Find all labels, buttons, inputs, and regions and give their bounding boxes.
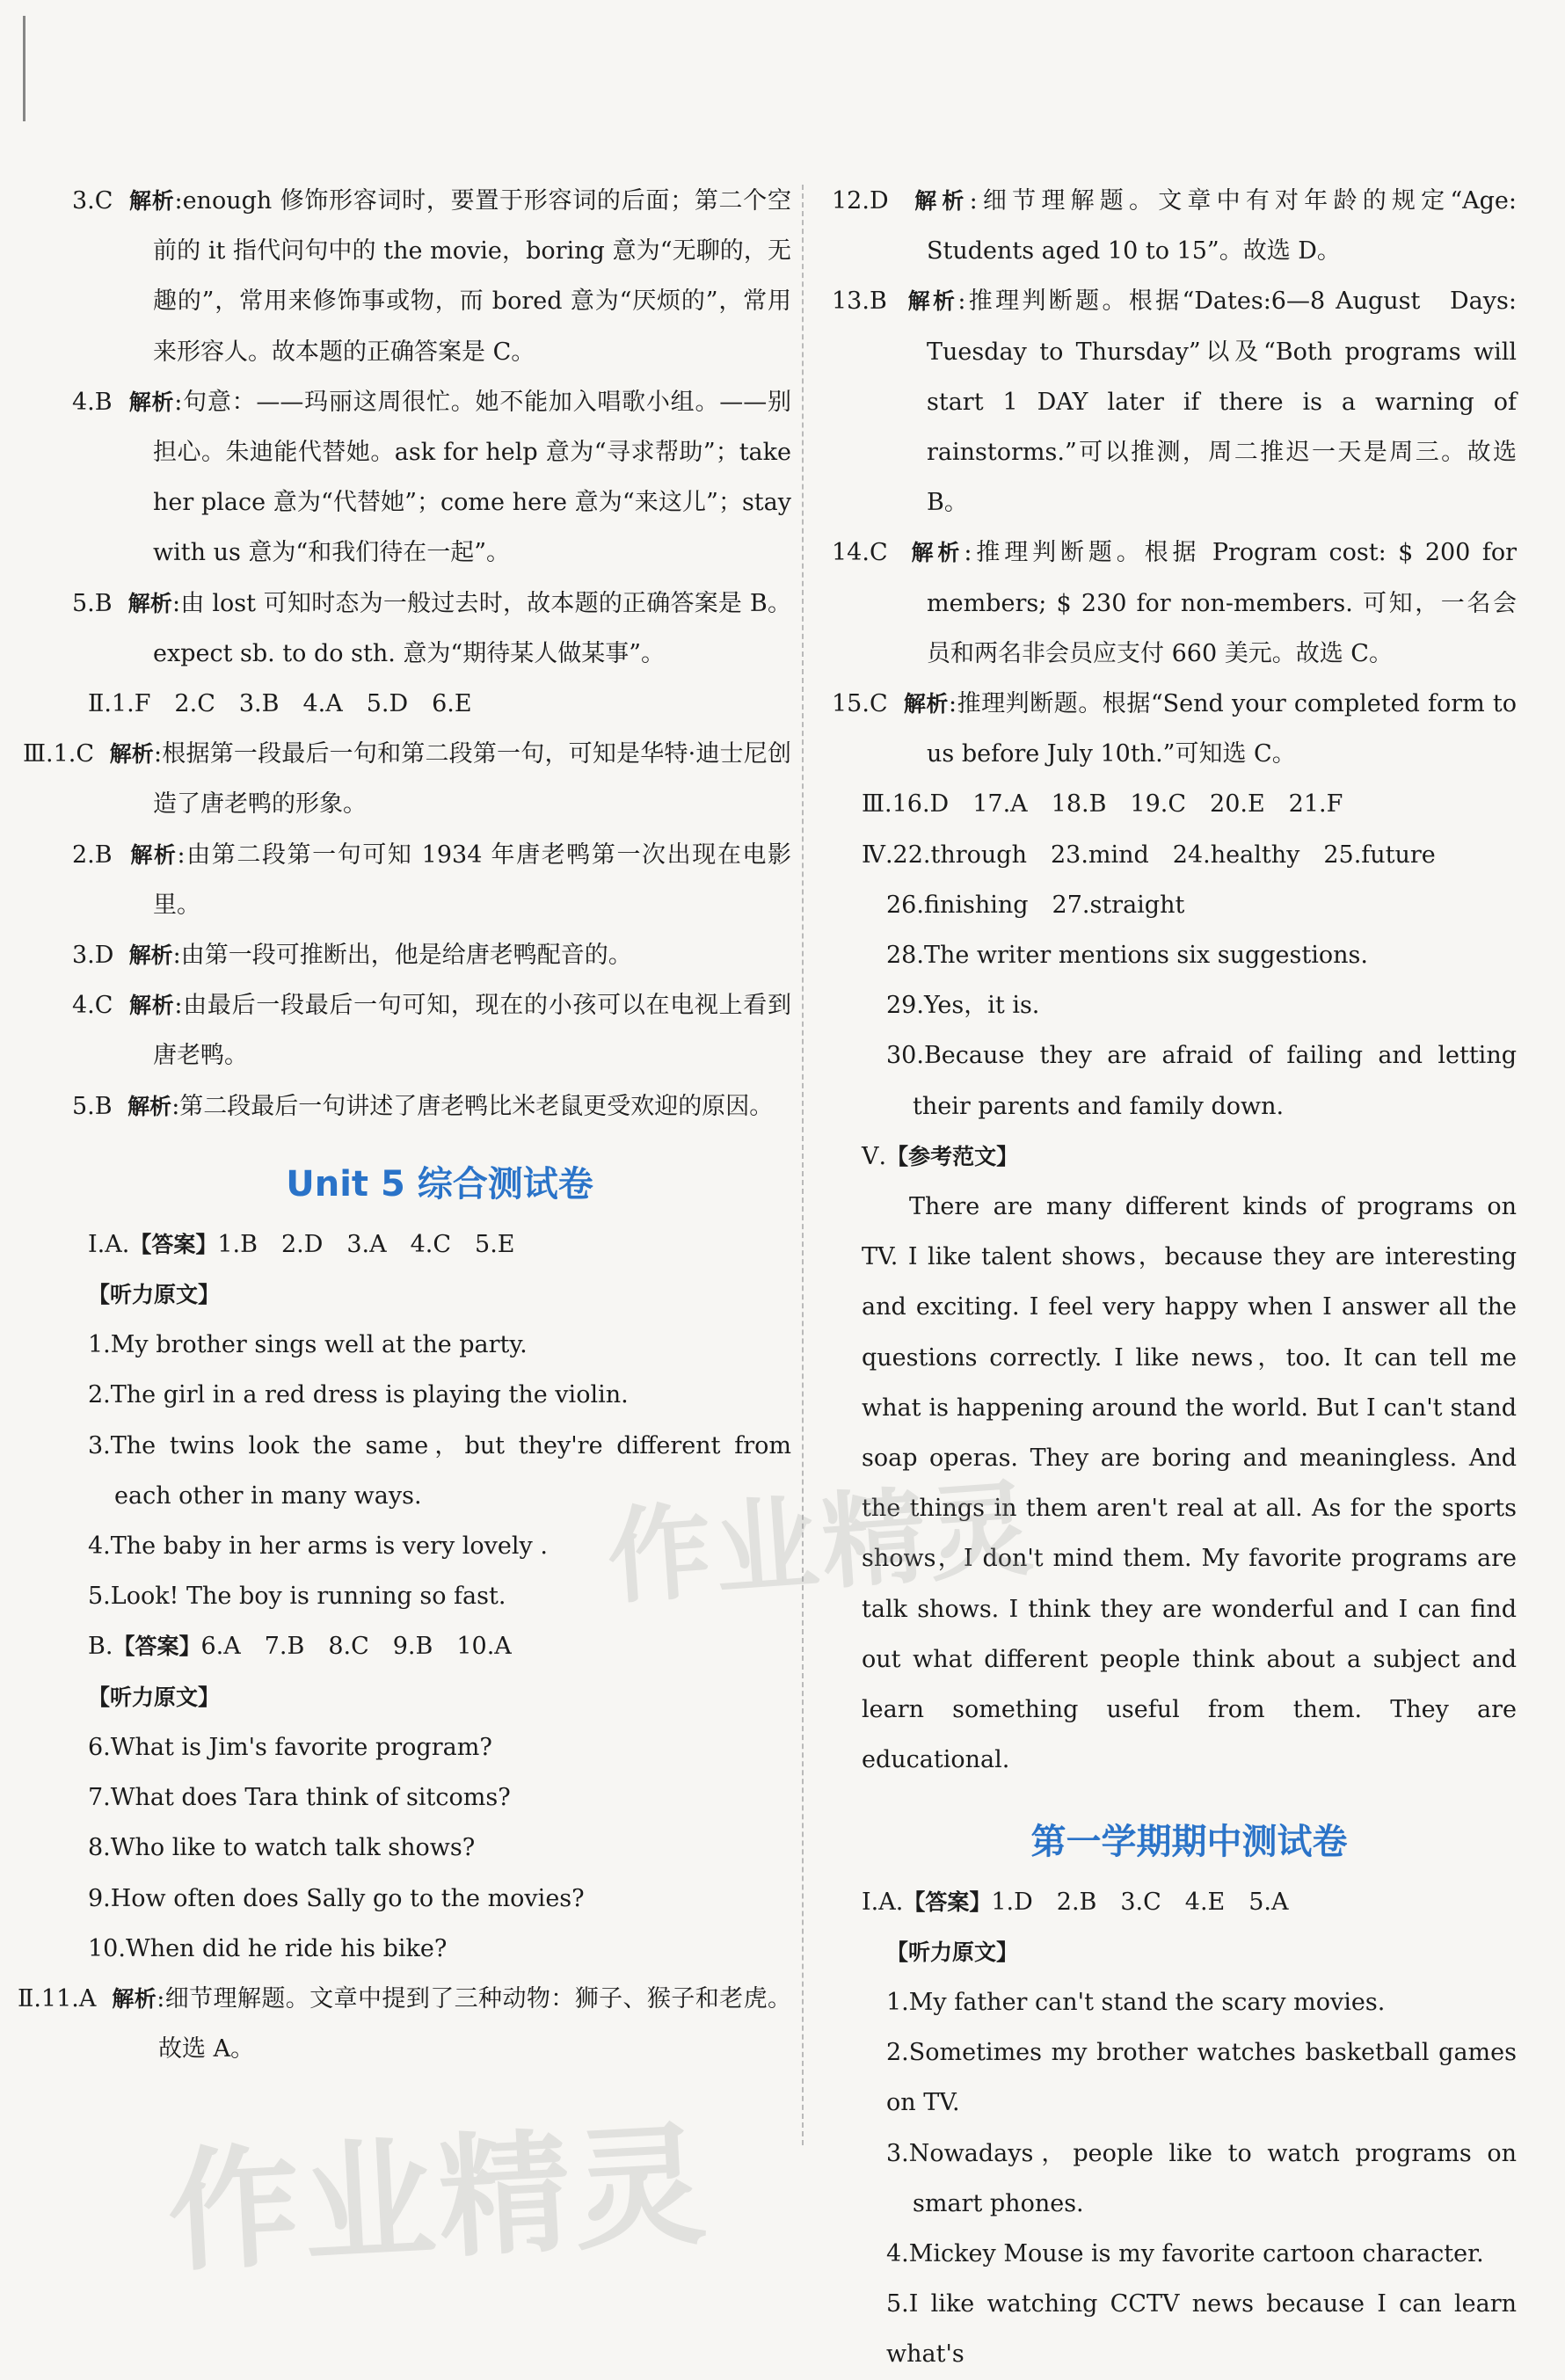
analysis-label: 解析 xyxy=(129,993,174,1018)
listening-line: 5.Look! The boy is running so fast. xyxy=(88,1571,791,1621)
listening-line: 8.Who like to watch talk shows? xyxy=(88,1823,791,1873)
watermark: 作业精灵 xyxy=(602,1445,1041,1624)
listening-line: 1.My father can't stand the scary movies. xyxy=(862,1977,1517,2027)
answer-list: 1.D 2.B 3.C 4.E 5.A xyxy=(991,1889,1288,1916)
answer-item xyxy=(862,528,1517,679)
answer-item: 5.B 解析:由 lost 可知时态为一般过去时，故本题的正确答案是 B。expect sb. to do sth. 意为“期待某人做某事”。 xyxy=(88,579,791,679)
listening-line: 6.What is Jim's favorite program? xyxy=(88,1722,791,1772)
analysis-label: 解析 xyxy=(129,943,173,968)
analysis-label: 解析 xyxy=(110,741,154,767)
analysis-text: :根据第一段最后一句和第二段第一句，可知是华特·迪士尼创造了唐老鸭的形象。 xyxy=(153,740,791,818)
unit5-title: Unit 5 综合测试卷 xyxy=(88,1158,791,1211)
analysis-label: 解析 xyxy=(130,842,177,868)
listening-line: 4.Mickey Mouse is my favorite cartoon character. xyxy=(862,2229,1517,2279)
item-number: Ⅲ.1.C xyxy=(88,729,94,779)
page-edge-mark xyxy=(23,16,25,121)
answer-item xyxy=(862,176,1517,276)
answer-label: 【答案】 xyxy=(903,1889,991,1915)
analysis-text: :第二段最后一句讲述了唐老鸭比米老鼠更受欢迎的原因。 xyxy=(171,1093,773,1120)
midterm-title: 第一学期期中测试卷 xyxy=(862,1816,1517,1868)
answer-item xyxy=(88,729,791,829)
listening-line: 10.When did he ride his bike? xyxy=(88,1924,791,1974)
listening-label: 【听力原文】 xyxy=(88,1672,791,1722)
answer-item xyxy=(88,176,791,377)
analysis-label: 解析 xyxy=(908,288,958,314)
sample-essay: There are many different kinds of programs on TV. I like talent shows，because they are interesting and exciting. I feel very happy when I answer all the questions correctly. I like news，too. It can tell me what is happening around the world. But I can't stand soap operas. They are boring and meaningless. And the things in them aren't real at all. As for the sports shows，I don't mind them. My favorite programs are talk shows. I think they are wonderful and I can find out what different people think about a subject and learn something useful from them. They are educational. xyxy=(862,1182,1517,1785)
right-column xyxy=(862,176,1517,2380)
listening-line: 9.How often does Sally go to the movies? xyxy=(88,1874,791,1924)
answer-item xyxy=(88,1974,791,2074)
listening-line: 4.The baby in her arms is very lovely . xyxy=(88,1521,791,1571)
part-prefix: Ⅰ.A. xyxy=(862,1889,903,1916)
listening-label: 【听力原文】 xyxy=(88,1270,791,1320)
listening-line: 5.I like watching CCTV news because I can learn what's xyxy=(862,2279,1517,2379)
midterm-part-a-answers xyxy=(862,1877,1517,1927)
analysis-text: :细节理解题。文章中提到了三种动物：狮子、猴子和老虎。故选 A。 xyxy=(156,1985,791,2063)
watermark: 作业精灵 xyxy=(163,2078,713,2296)
answer-item xyxy=(88,980,791,1081)
answer-item xyxy=(88,930,791,980)
listening-line: 3.Nowadays，people like to watch programs on smart phones. xyxy=(862,2129,1517,2229)
part-prefix: Ⅴ. xyxy=(862,1143,886,1170)
listening-line: 1.My brother sings well at the party. xyxy=(88,1320,791,1370)
answer-item: 4.B 解析:句意：——玛丽这周很忙。她不能加入唱歌小组。——别担心。朱迪能代替她。ask for help 意为“寻求帮助”；take her place 意为“代替她”；come here 意为“来这儿”；stay with us 意为“和我们待在一起”。 xyxy=(88,377,791,579)
answer-list: 1.B 2.D 3.A 4.C 5.E xyxy=(217,1231,514,1258)
part-prefix: B. xyxy=(88,1633,113,1660)
analysis-label: 解析 xyxy=(129,389,175,415)
item-number: 13.B xyxy=(879,276,887,326)
listening-label: 【听力原文】 xyxy=(862,1927,1517,1977)
answer-item: 5.B 解析:第二段最后一句讲述了唐老鸭比米老鼠更受欢迎的原因。 xyxy=(88,1081,791,1132)
section-5-header xyxy=(862,1132,1517,1182)
analysis-label: 解析 xyxy=(129,188,174,214)
analysis-label: 解析 xyxy=(912,540,964,565)
answer-sentence: 29.Yes，it is. xyxy=(862,980,1517,1030)
answer-item: 2.B 解析:由第二段第一句可知 1934 年唐老鸭第一次出现在电影里。 xyxy=(88,830,791,930)
analysis-text: :推理判断题。根据“Dates:6—8 August Days: Tuesday to Thursday”以及“Both programs will start 1 DAY later if there is a warning of rainstorms.”可以推测，周二推迟一天是周三。故选 B。 xyxy=(927,287,1517,516)
answer-item xyxy=(862,679,1517,779)
analysis-text: :由第一段可推断出，他是给唐老鸭配音的。 xyxy=(173,942,632,969)
sample-essay-label: 【参考范文】 xyxy=(886,1144,1018,1169)
analysis-text: :推理判断题。根据“Send your completed form to us before July 10th.”可知选 C。 xyxy=(927,690,1517,768)
section-4-answers-cont: 26.finishing 27.straight xyxy=(862,880,1517,930)
analysis-label: 解析 xyxy=(914,188,969,214)
analysis-label: 解析 xyxy=(112,1986,156,2012)
answer-label: 【答案】 xyxy=(129,1232,217,1257)
analysis-label: 解析 xyxy=(127,1094,171,1119)
analysis-text: :句意：——玛丽这周很忙。她不能加入唱歌小组。——别担心。朱迪能代替她。ask for help 意为“寻求帮助”；take her place 意为“代替她”；come here 意为“来这儿”；stay with us 意为“和我们待在一起”。 xyxy=(153,389,791,567)
unit5-part-a-answers xyxy=(88,1219,791,1270)
item-number: 14.C xyxy=(879,528,888,578)
unit5-part-b-answers xyxy=(88,1621,791,1671)
analysis-text: :由第二段第一句可知 1934 年唐老鸭第一次出现在电影里。 xyxy=(153,841,791,919)
analysis-label: 解析 xyxy=(128,591,172,616)
section-3-answers: Ⅲ.16.D 17.A 18.B 19.C 20.E 21.F xyxy=(862,779,1517,829)
analysis-text: :由 lost 可知时态为一般过去时，故本题的正确答案是 B。expect sb. to do sth. 意为“期待某人做某事”。 xyxy=(153,590,791,667)
section-4-answers: Ⅳ.22.through 23.mind 24.healthy 25.future xyxy=(862,830,1517,880)
left-column xyxy=(88,176,791,2074)
answer-label: 【答案】 xyxy=(113,1634,200,1659)
analysis-text: :由最后一段最后一句可知，现在的小孩可以在电视上看到唐老鸭。 xyxy=(153,992,791,1069)
part-prefix: Ⅰ.A. xyxy=(88,1231,129,1258)
listening-line: 2.Sometimes my brother watches basketball games on TV. xyxy=(862,2027,1517,2128)
answer-sentence: 30.Because they are afraid of failing and letting their parents and family down. xyxy=(862,1030,1517,1131)
item-number: 15.C xyxy=(879,679,888,729)
answer-item xyxy=(862,276,1517,528)
analysis-label: 解析 xyxy=(904,691,949,717)
analysis-text: :推理判断题。根据 Program cost: $ 200 for members; $ 230 for non-members. 可知，一名会员和两名非会员应支付 660 美元。故选 C。 xyxy=(927,539,1517,666)
listening-line: 2.The girl in a red dress is playing the violin. xyxy=(88,1370,791,1420)
answer-sentence: 28.The writer mentions six suggestions. xyxy=(862,930,1517,980)
column-divider xyxy=(802,185,804,2145)
item-number: 12.D xyxy=(879,176,889,226)
listening-line: 3.The twins look the same，but they're different from each other in many ways. xyxy=(88,1421,791,1521)
analysis-text: :enough 修饰形容词时，要置于形容词的后面；第二个空前的 it 指代问句中的 the movie，boring 意为“无聊的，无趣的”，常用来修饰事或物，而 bored 意为“厌烦的”，常用来形容人。故本题的正确答案是 C。 xyxy=(153,187,791,366)
analysis-text: :细节理解题。文章中有对年龄的规定“Age: Students aged 10 to 15”。故选 D。 xyxy=(927,187,1517,265)
section-2-answers: Ⅱ.1.F 2.C 3.B 4.A 5.D 6.E xyxy=(88,679,791,729)
answer-list: 6.A 7.B 8.C 9.B 10.A xyxy=(200,1633,511,1660)
item-number: Ⅱ.11.A xyxy=(88,1974,96,2024)
listening-line: 7.What does Tara think of sitcoms? xyxy=(88,1772,791,1823)
